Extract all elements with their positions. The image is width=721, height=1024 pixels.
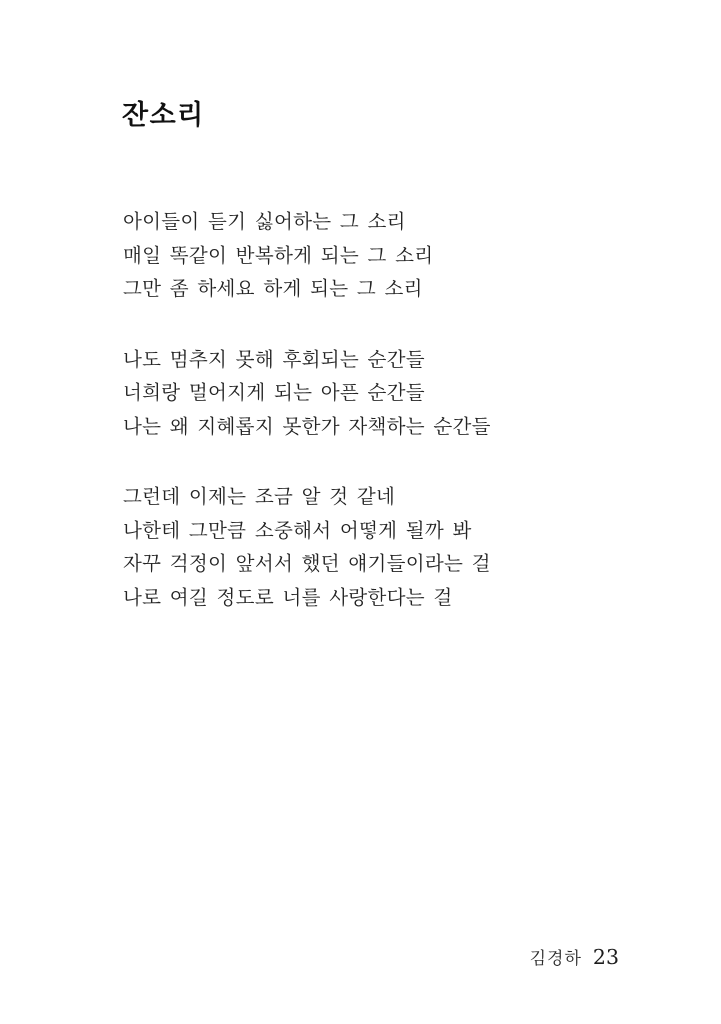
poem-stanza-2 (123, 343, 661, 444)
page-footer (530, 944, 619, 969)
poem-line: 나로 여길 정도로 너를 사랑한다는 걸 (123, 585, 453, 609)
poem-line: 나도 멈추지 못해 후회되는 순간들 (123, 347, 425, 371)
poem-line: 너희랑 멀어지게 되는 아픈 순간들 (123, 381, 425, 404)
poem-line: 그런데 이제는 조금 알 것 같네 (123, 485, 396, 508)
poem-stanza-3 (123, 480, 661, 614)
poem-title: 잔소리 (122, 100, 205, 131)
poem-stanza-1 (123, 205, 661, 306)
poem-line: 나는 왜 지혜롭지 못한가 자책하는 순간들 (123, 414, 491, 438)
author-name: 김경하 (529, 949, 582, 969)
page-number: 23 (592, 945, 619, 969)
poem-line: 그만 좀 하세요 하게 되는 그 소리 (123, 277, 423, 300)
poem-line: 아이들이 듣기 싫어하는 그 소리 (123, 210, 406, 233)
poem-line: 나한테 그만큼 소중해서 어떻게 될까 봐 (123, 518, 472, 542)
poem-line: 자꾸 걱정이 앞서서 했던 얘기들이라는 걸 (123, 552, 491, 575)
poem-line: 매일 똑같이 반복하게 되는 그 소리 (123, 243, 434, 267)
poem-body (123, 205, 661, 614)
